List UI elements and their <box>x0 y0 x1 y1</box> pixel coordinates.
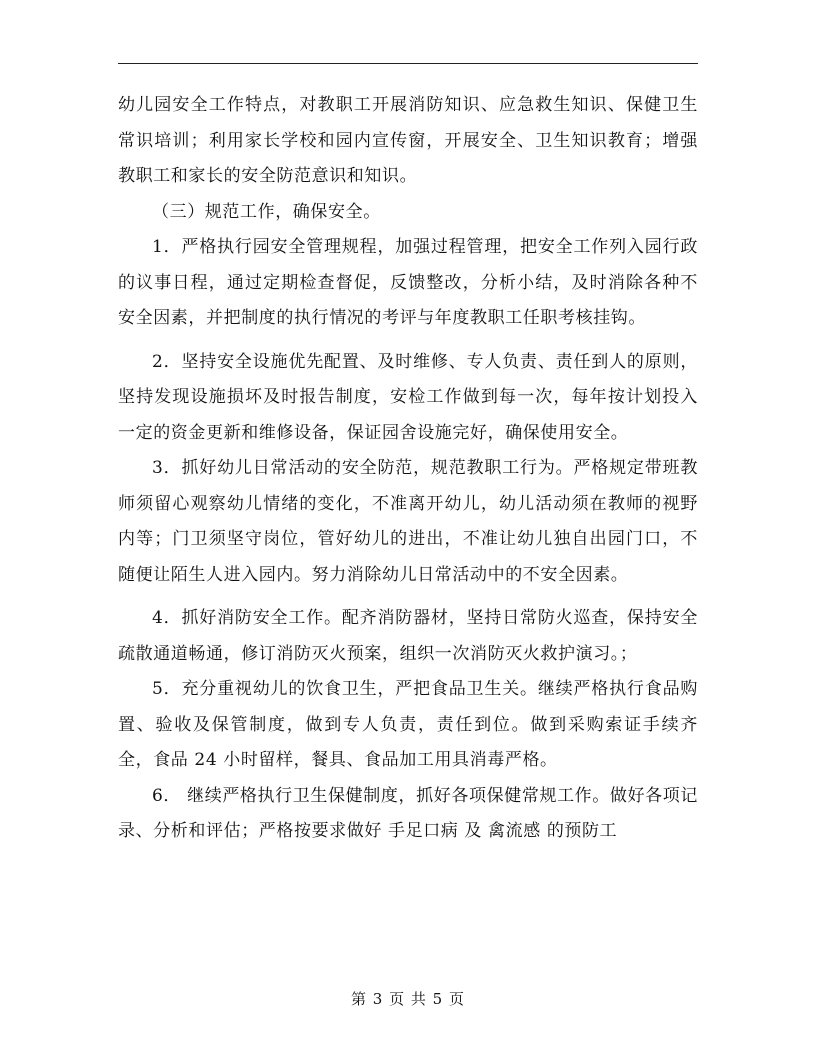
list-item-5: 5．充分重视幼儿的饮食卫生，严把食品卫生关。继续严格执行食品购置、验收及保管制度，做到专人负责，责任到位。做到采购索证手续齐全，食品 24 小时留样，餐具、食品加工用具消毒严格。 <box>118 679 698 770</box>
list-item-2: 2．坚持安全设施优先配置、及时维修、专人负责、责任到人的原则，坚持发现设施损坏及时报告制度，安检工作做到每一次，每年按计划投入一定的资金更新和维修设备，保证园舍设施完好，确保使用安全。 <box>118 351 698 443</box>
document-body <box>118 88 698 850</box>
list-item-3: 3．抓好幼儿日常活动的安全防范，规范教职工行为。严格规定带班教师须留心观察幼儿情绪的变化，不准离开幼儿，幼儿活动须在教师的视野内等；门卫须坚守岗位，管好幼儿的进出，不准让幼儿独自出园门口，不随便让陌生人进入园内。努力消除幼儿日常活动中的不安全因素。 <box>118 458 698 585</box>
header-rule <box>118 63 698 64</box>
section-heading: （三）规范工作，确保安全。 <box>152 201 381 222</box>
list-item-1: 1．严格执行园安全管理规程，加强过程管理，把安全工作列入园行政的议事日程，通过定期检查督促，反馈整改，分析小结，及时消除各种不安全因素，并把制度的执行情况的考评与年度教职工任职考核挂钩。 <box>118 237 698 328</box>
list-item-6: 6． 继续严格执行卫生保健制度，抓好各项保健常规工作。做好各项记录、分析和评估；严格按要求做好 手足口病 及 禽流感 的预防工 <box>118 785 698 841</box>
list-item-4: 4．抓好消防安全工作。配齐消防器材，坚持日常防火巡查，保持安全疏散通道畅通，修订消防灭火预案，组织一次消防灭火救护演习。； <box>118 608 698 664</box>
page-number: 第 3 页 共 5 页 <box>351 990 465 1008</box>
paragraph-intro: 幼儿园安全工作特点，对教职工开展消防知识、应急救生知识、保健卫生常识培训；利用家长学校和园内宣传窗，开展安全、卫生知识教育；增强教职工和家长的安全防范意识和知识。 <box>118 95 698 186</box>
